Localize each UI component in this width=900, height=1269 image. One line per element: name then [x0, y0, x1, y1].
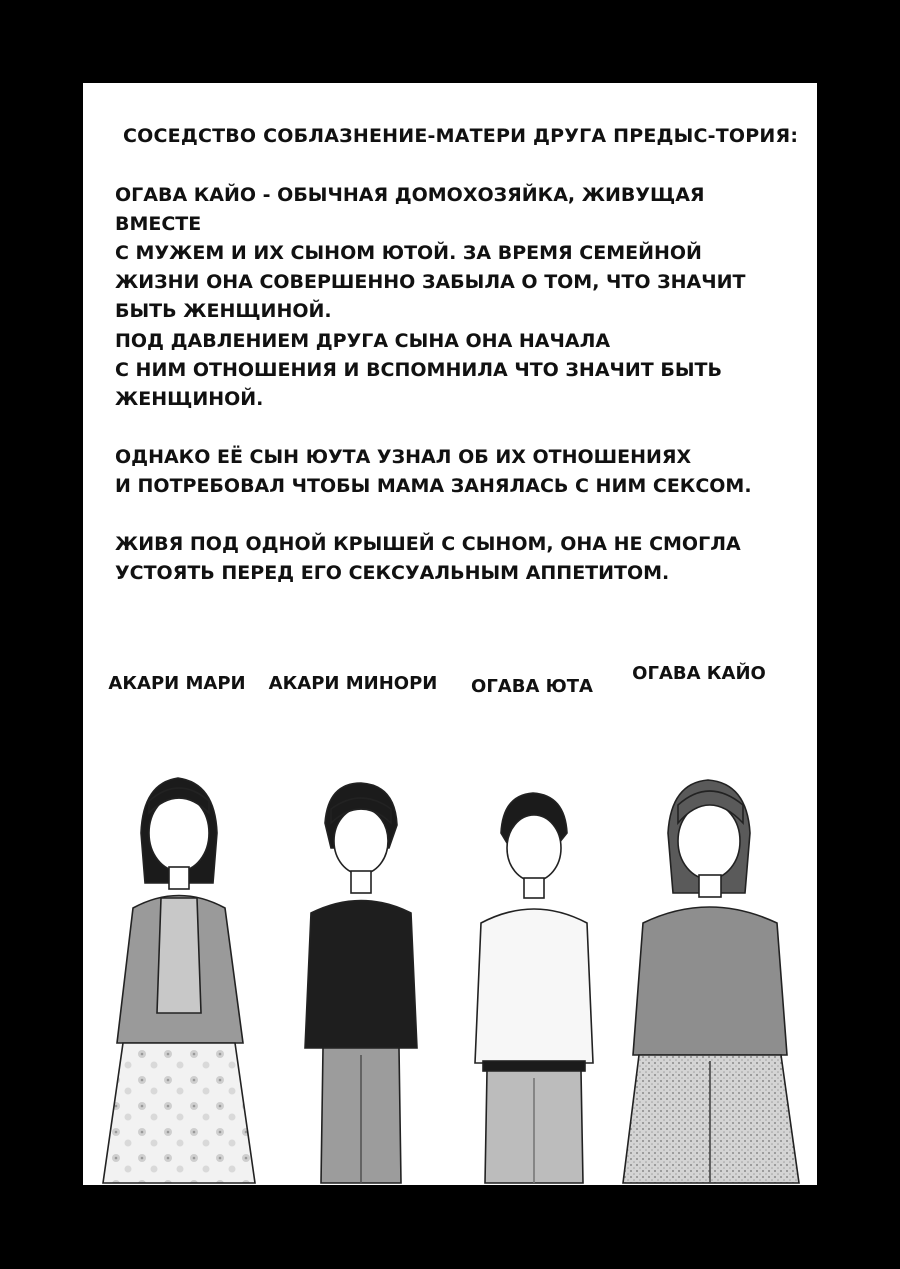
story-paragraph-2: ПОД ДАВЛЕНИЕМ ДРУГА СЫНА ОНА НАЧАЛА С НИМ ОТНОШЕНИЯ И ВСПОМНИЛА ЧТО ЗНАЧИТ БЫТЬ ЖЕНЩИНОЙ. — [115, 330, 722, 410]
character-lineup — [83, 683, 817, 1185]
character-figure-ogava-kayo — [623, 780, 799, 1183]
story-paragraph-1: ОГАВА КАЙО - ОБЫЧНАЯ ДОМОХОЗЯЙКА, ЖИВУЩАЯ ВМЕСТЕ С МУЖЕМ И ИХ СЫНОМ ЮТОЙ. ЗА ВРЕМЯ СЕМЕЙНОЙ ЖИЗНИ ОНА СОВЕРШЕННО ЗАБЫЛА О ТОМ, ЧТО ЗНАЧИТ БЫТЬ ЖЕНЩИНОЙ. — [115, 184, 746, 322]
character-name-ogava-kayo: ОГАВА КАЙО — [632, 663, 766, 684]
manga-page — [83, 83, 817, 1185]
character-figure-akari-mari — [103, 778, 255, 1183]
story-paragraph-4: ЖИВЯ ПОД ОДНОЙ КРЫШЕЙ С СЫНОМ, ОНА НЕ СМОГЛА УСТОЯТЬ ПЕРЕД ЕГО СЕКСУАЛЬНЫМ АППЕТИТОМ. — [115, 533, 741, 584]
character-name-akari-mari: АКАРИ МАРИ — [108, 673, 246, 694]
character-name-akari-minori: АКАРИ МИНОРИ — [268, 673, 438, 694]
character-figure-akari-minori — [305, 783, 417, 1183]
story-paragraph-3: ОДНАКО ЕЁ СЫН ЮУТА УЗНАЛ ОБ ИХ ОТНОШЕНИЯХ И ПОТРЕБОВАЛ ЧТОБЫ МАМА ЗАНЯЛАСЬ С НИМ СЕКСОМ. — [115, 446, 752, 497]
character-name-ogava-yuta: ОГАВА ЮТА — [471, 676, 593, 697]
page-title: СОСЕДСТВО СОБЛАЗНЕНИЕ-МАТЕРИ ДРУГА ПРЕДЫС-ТОРИЯ: — [123, 125, 799, 147]
character-figure-ogava-yuta — [475, 793, 593, 1183]
